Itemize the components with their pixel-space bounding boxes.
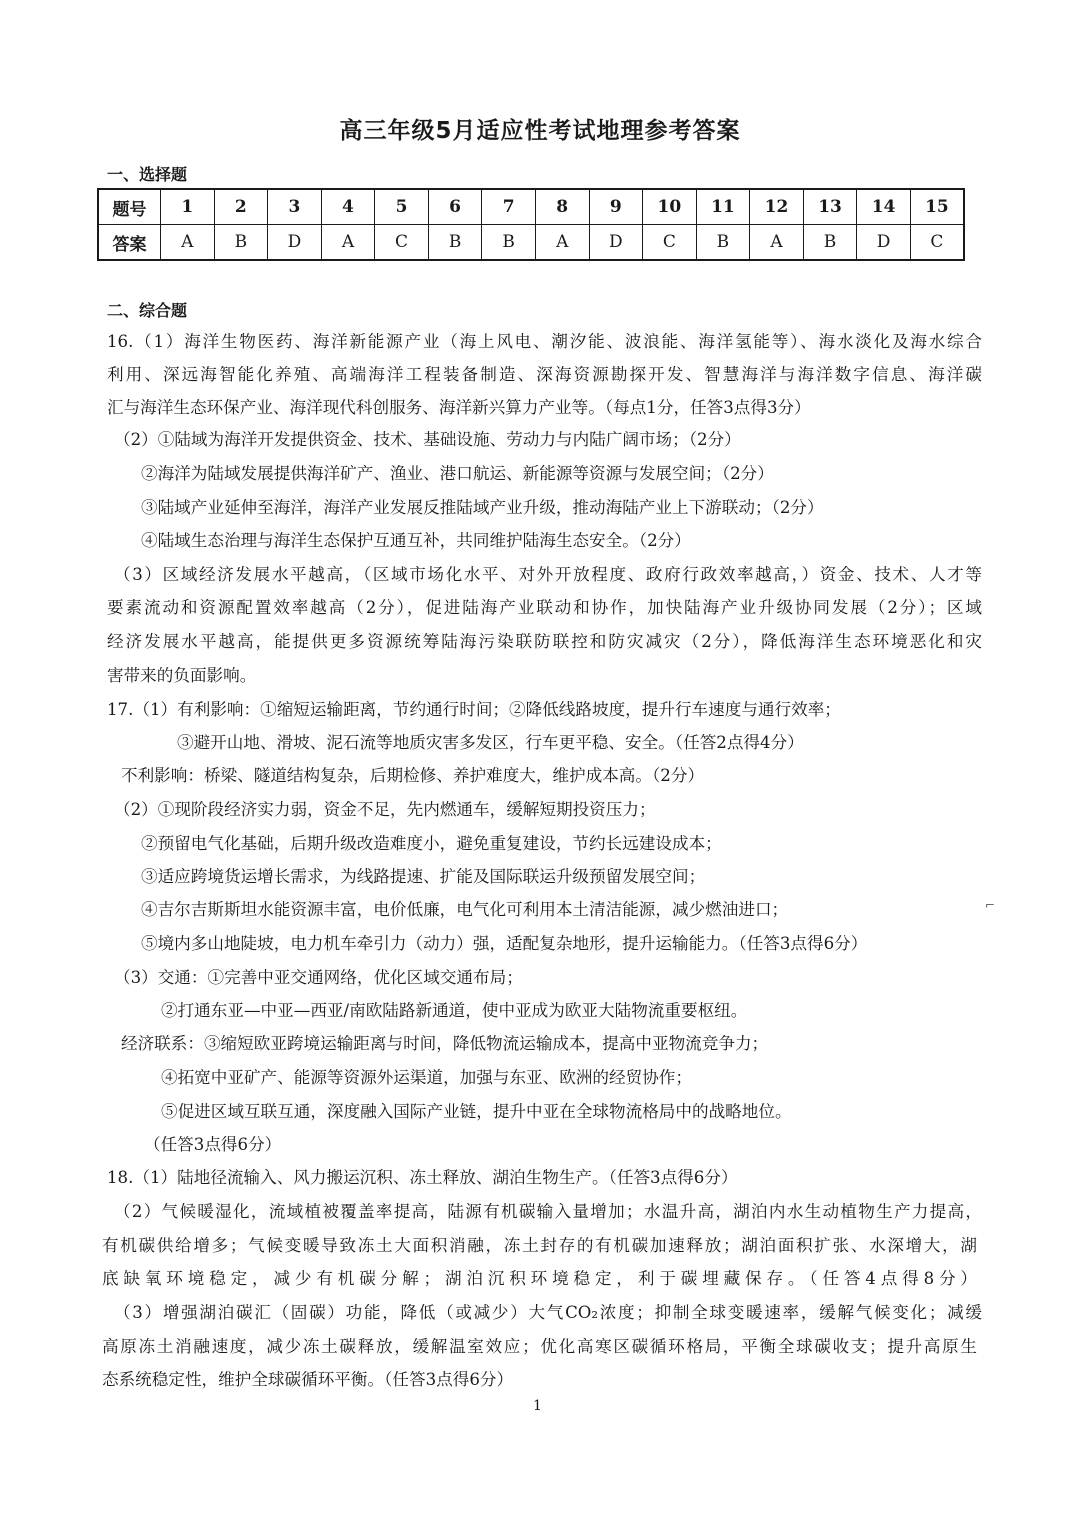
stray-mark: ⌐ (985, 898, 996, 912)
answer-line: （3）增强湖泊碳汇（固碳）功能，降低（或减少）大气CO₂浓度；抑制全球变暖速率，缓解气候变化；减缓 (114, 1303, 982, 1322)
question-number-cell: 10 (643, 189, 697, 225)
answer-cell: C (910, 225, 964, 261)
answer-cell: A (750, 225, 804, 261)
answer-line: ③适应跨境货运增长需求，为线路提速、扩能及国际联运升级预留发展空间； (141, 867, 706, 886)
question-number-cell: 12 (750, 189, 804, 225)
question-number-cell: 13 (803, 189, 857, 225)
answer-line: 底缺氧环境稳定，减少有机碳分解；湖泊沉积环境稳定，利于碳埋藏保存。（任答4点得8分） (102, 1269, 977, 1288)
answer-line: ⑤境内多山地陡坡，电力机车牵引力（动力）强，适配复杂地形，提升运输能力。（任答3点得6分） (141, 934, 868, 953)
answer-cell: D (268, 225, 322, 261)
answer-line: ②预留电气化基础，后期升级改造难度小，避免重复建设，节约长远建设成本； (141, 834, 722, 853)
question-number-cell: 15 (910, 189, 964, 225)
table-row-answers (98, 225, 964, 261)
answer-line: （2）①陆域为海洋开发提供资金、技术、基础设施、劳动力与内陆广阔市场；（2分） (114, 430, 741, 449)
answer-line: 不利影响：桥梁、隧道结构复杂，后期检修、养护难度大，维护成本高。（2分） (121, 766, 705, 785)
answer-cell: A (535, 225, 589, 261)
question-number-cell: 4 (321, 189, 375, 225)
question-number-cell: 8 (535, 189, 589, 225)
section-heading-comprehensive: 二、综合题 (107, 301, 188, 320)
answer-line: 经济联系：③缩短欧亚跨境运输距离与时间，降低物流运输成本，提高中亚物流竞争力； (121, 1034, 769, 1053)
answer-line: （2）气候暖湿化，流域植被覆盖率提高，陆源有机碳输入量增加；水温升高，湖泊内水生动植物生产力提高， (114, 1202, 982, 1221)
answer-line: 18.（1）陆地径流输入、风力搬运沉积、冻土释放、湖泊生物生产。（任答3点得6分） (107, 1168, 738, 1187)
answer-line: ④吉尔吉斯斯坦水能资源丰富，电价低廉，电气化可利用本土清洁能源，减少燃油进口； (141, 900, 789, 919)
answer-cell: C (375, 225, 429, 261)
answer-line: 16.（1）海洋生物医药、海洋新能源产业（海上风电、潮汐能、波浪能、海洋氢能等）、海水淡化及海水综合 (107, 332, 982, 351)
answer-line: ②打通东亚—中亚—西亚/南欧陆路新通道，使中亚成为欧亚大陆物流重要枢纽。 (161, 1001, 748, 1020)
answer-cell: D (589, 225, 643, 261)
answer-line: 有机碳供给增多；气候变暖导致冻土大面积消融，冻土封存的有机碳加速释放；湖泊面积扩张、水深增大，湖 (102, 1236, 977, 1255)
answer-cell: B (696, 225, 750, 261)
question-number-cell: 11 (696, 189, 750, 225)
answer-cell: A (161, 225, 215, 261)
answer-line: ⑤促进区域互联互通，深度融入国际产业链，提升中亚在全球物流格局中的战略地位。 (161, 1102, 792, 1121)
answer-line: （3）交通：①完善中亚交通网络，优化区域交通布局； (114, 968, 523, 987)
answer-cell: D (857, 225, 911, 261)
answer-line: 利用、深远海智能化养殖、高端海洋工程装备制造、深海资源勘探开发、智慧海洋与海洋数字信息、海洋碳 (107, 365, 982, 384)
answer-cell: B (803, 225, 857, 261)
question-number-cell: 7 (482, 189, 536, 225)
answer-cell: C (643, 225, 697, 261)
answer-line: 害带来的负面影响。 (107, 666, 257, 685)
question-number-cell: 1 (161, 189, 215, 225)
answer-line: ③避开山地、滑坡、泥石流等地质灾害多发区，行车更平稳、安全。（任答2点得4分） (177, 733, 804, 752)
answer-line: 17.（1）有利影响：①缩短运输距离，节约通行时间；②降低线路坡度，提升行车速度与通行效率； (107, 700, 841, 719)
answer-cell: B (482, 225, 536, 261)
answer-line: 态系统稳定性，维护全球碳循环平衡。（任答3点得6分） (102, 1370, 514, 1389)
answer-cell: B (214, 225, 268, 261)
answer-line: （3）区域经济发展水平越高，（区域市场化水平、对外开放程度、政府行政效率越高，）资金、技术、人才等 (114, 565, 982, 584)
answer-line: ②海洋为陆域发展提供海洋矿产、渔业、港口航运、新能源等资源与发展空间；（2分） (141, 464, 774, 483)
answer-line: 高原冻土消融速度，减少冻土碳释放，缓解温室效应；优化高寒区碳循环格局，平衡全球碳收支；提升高原生 (102, 1337, 977, 1356)
answer-line: ③陆域产业延伸至海洋，海洋产业发展反推陆域产业升级，推动海陆产业上下游联动；（2分） (141, 498, 824, 517)
row-label-number: 题号 (98, 189, 161, 225)
section-heading-choice: 一、选择题 (107, 165, 188, 184)
question-number-cell: 6 (428, 189, 482, 225)
page-number: 1 (533, 1398, 542, 1414)
question-number-cell: 5 (375, 189, 429, 225)
answer-line: （2）①现阶段经济实力弱，资金不足，先内燃通车，缓解短期投资压力； (114, 800, 656, 819)
answer-line: ④拓宽中亚矿产、能源等资源外运渠道，加强与东亚、欧洲的经贸协作； (161, 1068, 692, 1087)
table-row-numbers (98, 189, 964, 225)
page-title: 高三年级5月适应性考试地理参考答案 (339, 118, 741, 144)
question-number-cell: 2 (214, 189, 268, 225)
answer-line: 汇与海洋生态环保产业、海洋现代科创服务、海洋新兴算力产业等。（每点1分，任答3点得3分） (107, 398, 811, 417)
answer-line: 要素流动和资源配置效率越高（2分），促进陆海产业联动和协作，加快陆海产业升级协同发展（2分）；区域 (107, 598, 982, 617)
row-label-answer: 答案 (98, 225, 161, 261)
answer-line: （任答3点得6分） (144, 1135, 282, 1154)
answer-line: 经济发展水平越高，能提供更多资源统筹陆海污染联防联控和防灾减灾（2分），降低海洋生态环境恶化和灾 (107, 632, 982, 651)
answer-table (97, 188, 965, 261)
question-number-cell: 14 (857, 189, 911, 225)
answer-cell: A (321, 225, 375, 261)
answer-cell: B (428, 225, 482, 261)
question-number-cell: 9 (589, 189, 643, 225)
answer-line: ④陆域生态治理与海洋生态保护互通互补，共同维护陆海生态安全。（2分） (141, 531, 691, 550)
question-number-cell: 3 (268, 189, 322, 225)
